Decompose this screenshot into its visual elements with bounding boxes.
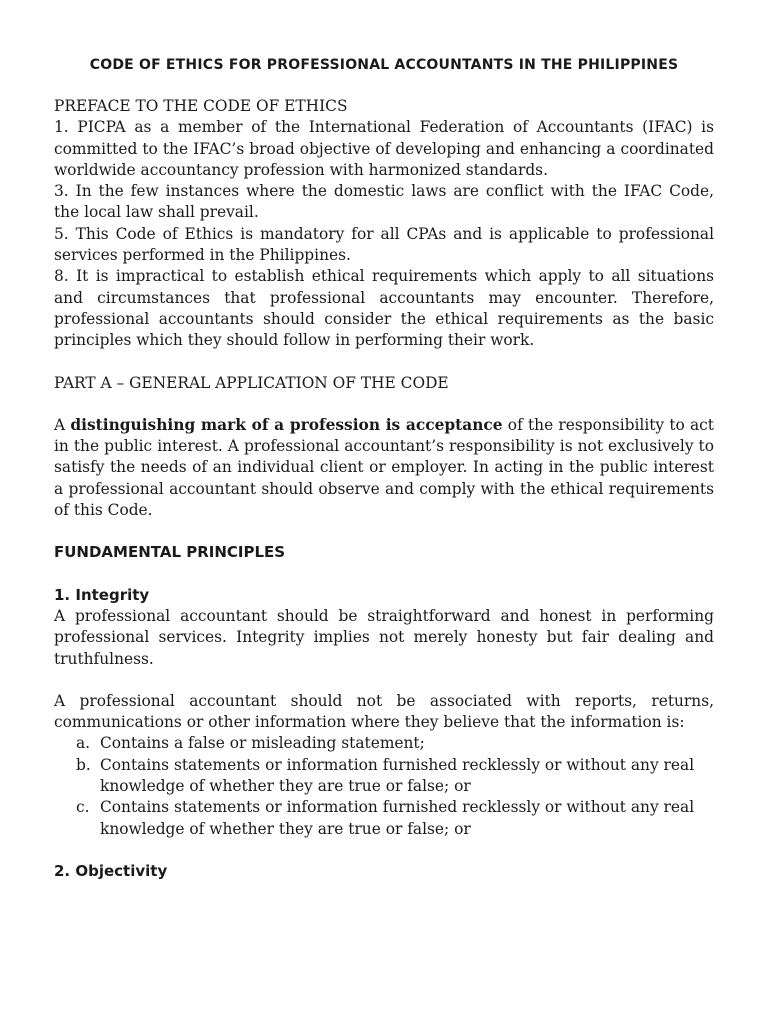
integrity-paragraph: A professional accountant should be straightforward and honest in performing professional services. Integrity implies not merely honesty but fair dealing and truthfulness.: [54, 606, 714, 668]
spacer: [54, 670, 714, 691]
spacer: [54, 394, 714, 415]
objectivity-heading: 2. Objectivity: [54, 861, 168, 880]
list-text: Contains a false or misleading statement;: [100, 734, 425, 753]
spacer: [54, 352, 714, 373]
list-text: Contains statements or information furnished recklessly or without any real knowledge of whether they are true or false; or: [100, 755, 695, 796]
list-marker: a.: [76, 734, 91, 753]
preface-item: 5. This Code of Ethics is mandatory for all CPAs and is applicable to professional services performed in the Philippines.: [54, 224, 714, 265]
part-a-prefix: A: [54, 415, 71, 434]
list-item: [76, 733, 714, 754]
list-marker: c.: [76, 798, 90, 817]
preface-heading: PREFACE TO THE CODE OF ETHICS: [54, 97, 348, 115]
part-a-rest: of the responsibility to act in the public interest. A professional accountant’s responsibility is not exclusively to satisfy the needs of an individual client or employer. In acting in the public interest a professional accountant should observe and comply with the ethical requirements of this Code.: [54, 415, 714, 520]
preface-item: 1. PICPA as a member of the International Federation of Accountants (IFAC) is committed to the IFAC’s broad objective of developing and enhancing a coordinated worldwide accountancy profession with harmonized standards.: [54, 118, 714, 179]
part-a-paragraph: [54, 415, 714, 521]
integrity-paragraph: A professional accountant should not be associated with reports, returns, communications or other information where they believe that the information is:: [54, 691, 714, 732]
list-item: [76, 755, 714, 798]
document-title: CODE OF ETHICS FOR PROFESSIONAL ACCOUNTANTS IN THE PHILIPPINES: [89, 57, 679, 73]
preface-item: 3. In the few instances where the domestic laws are conflict with the IFAC Code, the local law shall prevail.: [54, 182, 714, 222]
spacer: [54, 564, 714, 585]
fundamental-principles-heading: FUNDAMENTAL PRINCIPLES: [54, 543, 286, 562]
list-text: Contains statements or information furnished recklessly or without any real knowledge of whether they are true or false; or: [100, 798, 695, 838]
spacer: [54, 521, 714, 542]
list-item: [76, 797, 714, 840]
part-a-emphasis: distinguishing mark of a profession is acceptance: [70, 415, 503, 434]
integrity-heading: 1. Integrity: [54, 585, 150, 604]
spacer: [54, 840, 714, 861]
integrity-list: [54, 733, 714, 839]
list-marker: b.: [76, 755, 91, 774]
preface-item: 8. It is impractical to establish ethical requirements which apply to all situations and circumstances that professional accountants may encounter. Therefore, professional accountants should consider the ethical requirements as the basic principles which they should follow in performing their work.: [54, 267, 714, 350]
part-a-heading: PART A – GENERAL APPLICATION OF THE CODE: [54, 373, 449, 392]
